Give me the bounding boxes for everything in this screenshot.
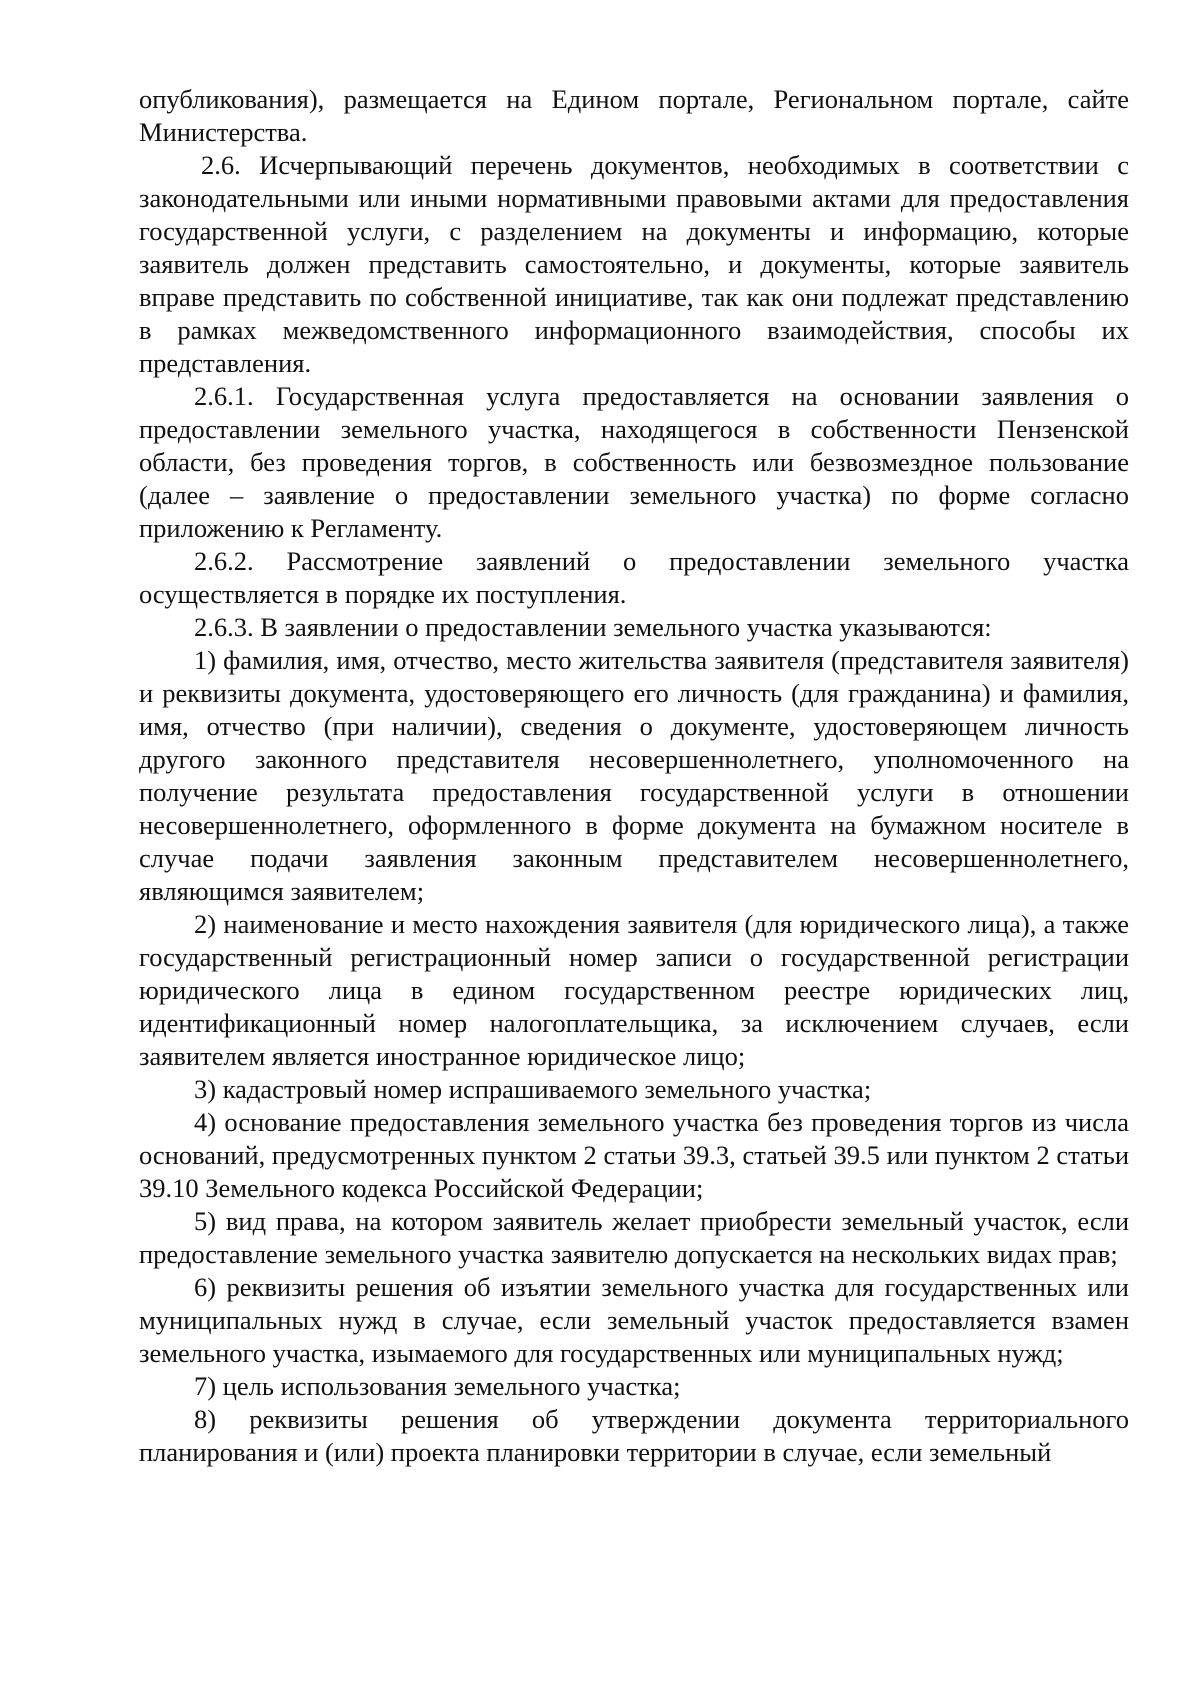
list-item-8: 8) реквизиты решения об утверждении документа территориального планирования и (или) проекта планировки территории в случае, если земельный	[139, 1404, 1129, 1467]
list-item-2: 2) наименование и место нахождения заявителя (для юридического лица), а также государственный регистрационный номер записи о государственной регистрации юридического лица в едином государственном реестре юридических лиц, идентификационный номер налогоплательщика, за исключением случаев, если заявителем является иностранное юридическое лицо;	[139, 909, 1129, 1071]
list-item-6: 6) реквизиты решения об изъятии земельного участка для государственных или муниципальных нужд в случае, если земельный участок предоставляется взамен земельного участка, изымаемого для государственных или муниципальных нужд;	[139, 1272, 1129, 1368]
list-item-3: 3) кадастровый номер испрашиваемого земельного участка;	[194, 1074, 872, 1104]
paragraph-2-6-3: 2.6.3. В заявлении о предоставлении земельного участка указываются:	[194, 612, 992, 642]
list-item-1: 1) фамилия, имя, отчество, место жительства заявителя (представителя заявителя) и реквизиты документа, удостоверяющего его личность (для гражданина) и фамилия, имя, отчество (при наличии), сведения о документе, удостоверяющем личность другого законного представителя несовершеннолетнего, уполномоченного на получение результата предоставления государственной услуги в отношении несовершеннолетнего, оформленного в форме документа на бумажном носителе в случае подачи заявления законным представителем несовершеннолетнего, являющимся заявителем;	[139, 645, 1129, 906]
paragraph-2-6-2: 2.6.2. Рассмотрение заявлений о предоставлении земельного участка осуществляется в порядке их поступления.	[139, 546, 1129, 609]
paragraph-publication-continuation: опубликования), размещается на Едином портале, Региональном портале, сайте Министерства.	[139, 84, 1129, 147]
document-body	[139, 83, 1129, 1469]
paragraph-2-6-1: 2.6.1. Государственная услуга предоставляется на основании заявления о предоставлении земельного участка, находящегося в собственности Пензенской области, без проведения торгов, в собственность или безвозмездное пользование (далее – заявление о предоставлении земельного участка) по форме согласно приложению к Регламенту.	[139, 381, 1129, 543]
list-item-7: 7) цель использования земельного участка;	[194, 1371, 681, 1401]
list-item-5: 5) вид права, на котором заявитель желает приобрести земельный участок, если предоставление земельного участка заявителю допускается на нескольких видах прав;	[139, 1206, 1129, 1269]
list-item-4: 4) основание предоставления земельного участка без проведения торгов из числа оснований, предусмотренных пунктом 2 статьи 39.3, статьей 39.5 или пунктом 2 статьи 39.10 Земельного кодекса Российской Федерации;	[139, 1107, 1129, 1203]
paragraph-2-6: 2.6. Исчерпывающий перечень документов, необходимых в соответствии с законодательными или иными нормативными правовыми актами для предоставления государственной услуги, с разделением на документы и информацию, которые заявитель должен представить самостоятельно, и документы, которые заявитель вправе представить по собственной инициативе, так как они подлежат представлению в рамках межведомственного информационного взаимодействия, способы их представления.	[139, 150, 1129, 378]
